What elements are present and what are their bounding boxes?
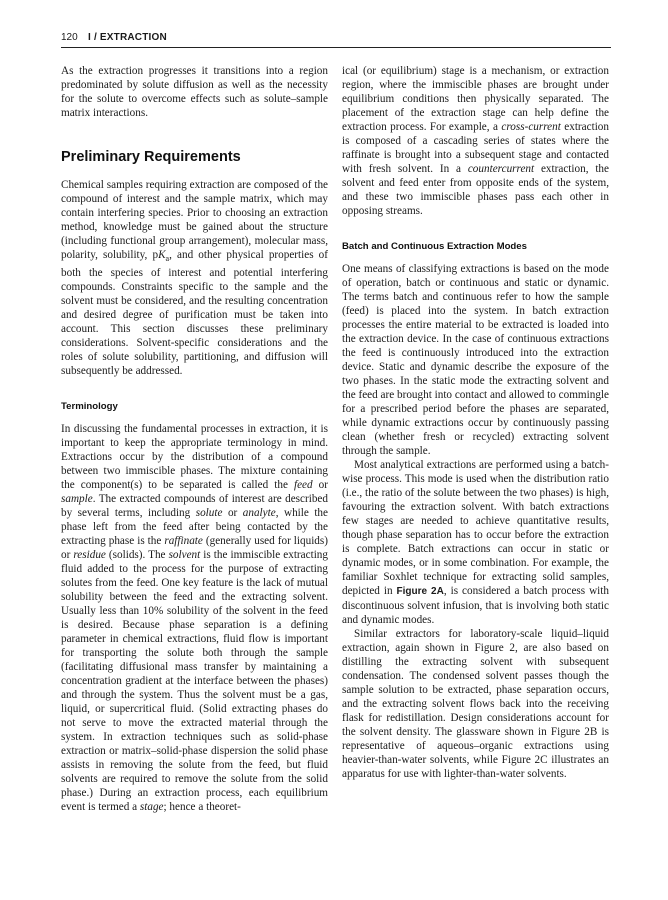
figure-2a-link[interactable]: Figure 2A <box>396 586 444 597</box>
batch-paragraph-1: One means of classifying extractions is based on the mode of operation, batch or continuous and static or dynamic. The terms batch and continuous refer to how the sample (feed) is placed into the system. In batch extraction processes the entire material to be extracted is loaded into the extraction device. In the case of continuous extractions the feed is continuously introduced into the extraction device. Static and dynamic describe the exposure of the two phases. In the static mode the extracting solvent and the feed are brought into contact and allowed to commingle for a prescribed period before the phases are separated, while dynamic extractions occur by continuously passing clean (whether fresh or recycled) extracting solvent through the sample. <box>342 263 609 457</box>
header-rule <box>61 47 611 48</box>
terminology-paragraph: In discussing the fundamental processes in extraction, it is important to keep the appropriate terminology in mind. Extractions occur by the distribution of a compound between two immiscible phases. The mixture containing the component(s) to be separated is called the feed or sample. The extracted compounds of interest are described by several terms, including solute or analyte, while the phase left from the feed after being contacted by the extracting phase is the raffinate (generally used for liquids) or residue (solids). The solvent is the immiscible extracting fluid added to the process for the purpose of extracting solutes from the feed. One key feature is the lack of mutual solubility between the feed and the extracting solvent. Usually less than 10% solubility of the solvent in the feed is desired. Because phase separation is a defining parameter in chemical extractions, fluid flow is important for transporting the solute both through the sample (facilitating diffusional mass transfer by maintaining a concentration gradient at the interface between the phases) and through the system. Thus the solvent must be a gas, liquid, or supercritical fluid. (Solid extracting phases do not serve to move the extracted material through the system. In extraction techniques such as solid-phase extraction or matrix–solid-phase dispersion the solid phase assists in removing the solute from the feed, but fluid solvents are required to remove the solute from the solid phase.) During an extraction process, each equilibrium event is termed a stage; hence a theoret- <box>61 423 328 814</box>
left-column <box>61 64 328 814</box>
batch-paragraph-3: Similar extractors for laboratory-scale liquid–liquid extraction, again shown in Figure 2, are also based on distilling the extracting solvent with subsequent condensation. The condensed solvent passes though the sample solution to be extracted, phase separation occurs, and the extracting solvent flows back into the receiving flask for redistillation. Design considerations account for the solvent density. The glassware shown in Figure 2B is representative of aqueous–organic extractions using heavier-than-water solvents, while Figure 2C illustrates an apparatus for use with lighter-than-water solvents. <box>342 628 609 780</box>
section-title: I / EXTRACTION <box>88 32 167 43</box>
preliminary-paragraph: Chemical samples requiring extraction are composed of the compound of interest and the sample matrix, which may contain interfering species. Prior to choosing an extraction method, knowledge must be gained about the structure (including functional group arrangement), molecular mass, polarity, solubility, $pK_a$, and other physical properties of both the species of interest and potential interfering compounds. Constraints specific to the sample and the solvent must be considered, and the resulting concentration and desired degree of purification must be taken into account. This section discusses these preliminary considerations. Solvent-specific considerations and the roles of solute solubility, partitioning, and diffusion will subsequently be addressed. <box>61 179 328 378</box>
terminology-heading: Terminology <box>61 401 118 413</box>
preliminary-requirements-heading: Preliminary Requirements <box>61 149 241 165</box>
page-number: 120 <box>61 32 78 43</box>
batch-continuous-heading: Batch and Continuous Extraction Modes <box>342 241 527 252</box>
right-column <box>342 64 609 781</box>
intro-paragraph: As the extraction progresses it transitions into a region predominated by solute diffusion as well as the necessity for the solute to overcome effects such as solute–sample matrix interactions. <box>61 65 328 119</box>
batch-paragraph-2: Most analytical extractions are performed using a batch-wise process. This mode is used when the distribution ratio (i.e., the ratio of the solute between the two phases) is high, favouring the extraction solvent. With batch extractions few stages are needed to achieve quantitative results, though phase separation has to occur before the extraction is complete. Batch extractions can occur in static or dynamic modes, or in some combination. For example, the familiar Soxhlet technique for extracting solid samples, depicted in Figure 2A, is considered a batch process with discontinuous solvent infusion, that is involving both static and dynamic modes. <box>342 459 609 626</box>
stage-continuation-paragraph: ical (or equilibrium) stage is a mechanism, or extraction region, where the immiscible phases are brought under equilibrium conditions then physically separated. The placement of the extraction stage can help define the extraction process. For example, a cross-current extraction is composed of a cascading series of states where the raffinate is brought into a subsequent stage and contacted with fresh solvent. In a countercurrent extraction, the solvent and feed enter from opposite ends of the system, and these two immiscible phases pass each other in opposing streams. <box>342 65 609 217</box>
running-header <box>61 28 611 48</box>
